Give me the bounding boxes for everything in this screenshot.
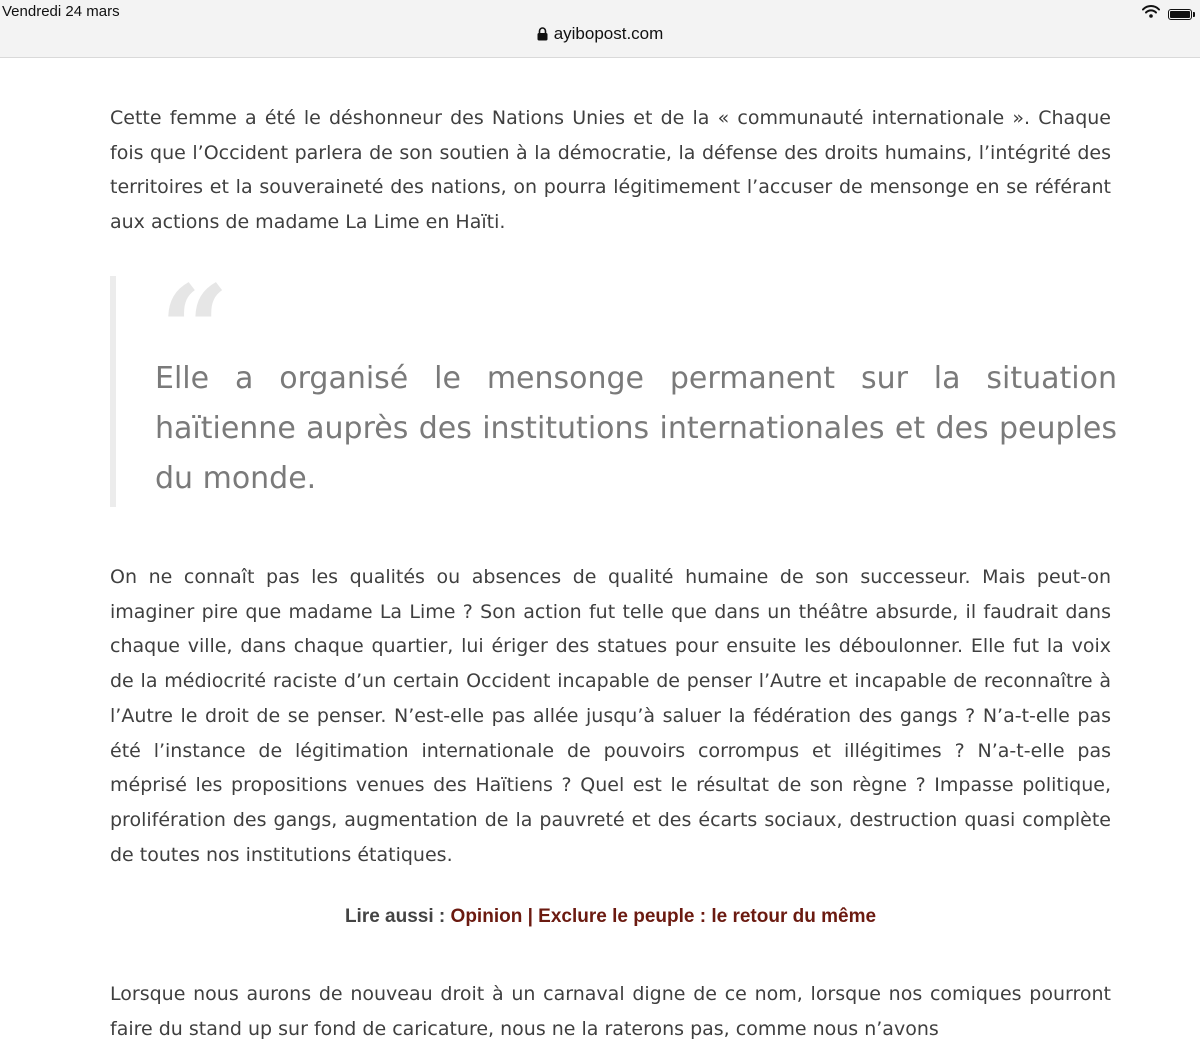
article-paragraph: On ne connaît pas les qualités ou absences de qualité humaine de son successeur. Mais peut-on imaginer pire que madame La Lime ? Son action fut telle que dans un théâtre absurde, il faudrait dans chaque ville, dans chaque quartier, lui ériger des statues pour ensuite les déboulonner. Elle fut la voix de la médiocrité raciste d’un certain Occident incapable de penser l’Autre et incapable de reconnaître à l’Autre le droit de se penser. N’est-elle pas allée jusqu’à saluer la fédération des gangs ? N’a-t-elle pas été l’instance de légitimation internationale de pouvoirs corrompus et illégitimes ? N’a-t-elle pas méprisé les propositions venues des Haïtiens ? Quel est le résultat de son règne ? Impasse politique, prolifération des gangs, augmentation de la pauvreté et des écarts sociaux, destruction quasi complète de toutes nos institutions étatiques.: [110, 566, 1111, 866]
wifi-icon: [1142, 5, 1160, 23]
pull-quote: [110, 259, 1117, 507]
read-also-label: Lire aussi :: [344, 906, 451, 927]
quote-mark-icon: “: [160, 259, 230, 400]
battery-fill: [1170, 11, 1190, 18]
read-also-link[interactable]: Opinion | Exclure le peuple : le retour du même: [450, 906, 877, 927]
url-text: ayibopost.com: [553, 24, 664, 43]
battery-icon: [1168, 9, 1192, 20]
status-indicators: [1142, 5, 1192, 23]
browser-status-bar: [0, 0, 1200, 58]
status-date: Vendredi 24 mars: [2, 3, 120, 20]
pull-quote-text: Elle a organisé le mensonge permanent sur la situation haïtienne auprès des institutions internationales et des peuples du monde.: [155, 361, 1117, 496]
article-paragraph: Cette femme a été le déshonneur des Nations Unies et de la « communauté internationale ». Chaque fois que l’Occident parlera de son soutien à la démocratie, la défense des droits humains, l’intégrité des territoires et la souveraineté des nations, on pourra légitimement l’accuser de mensonge en se référant aux actions de madame La Lime en Haïti.: [110, 107, 1111, 234]
read-also: [110, 906, 1111, 928]
lock-icon: [537, 26, 548, 46]
article-paragraph: Lorsque nous aurons de nouveau droit à un carnaval digne de ce nom, lorsque nos comiques pourront faire du stand up sur fond de caricature, nous ne la raterons pas, comme nous n’avons: [110, 983, 1111, 1040]
address-bar[interactable]: [0, 24, 1200, 46]
